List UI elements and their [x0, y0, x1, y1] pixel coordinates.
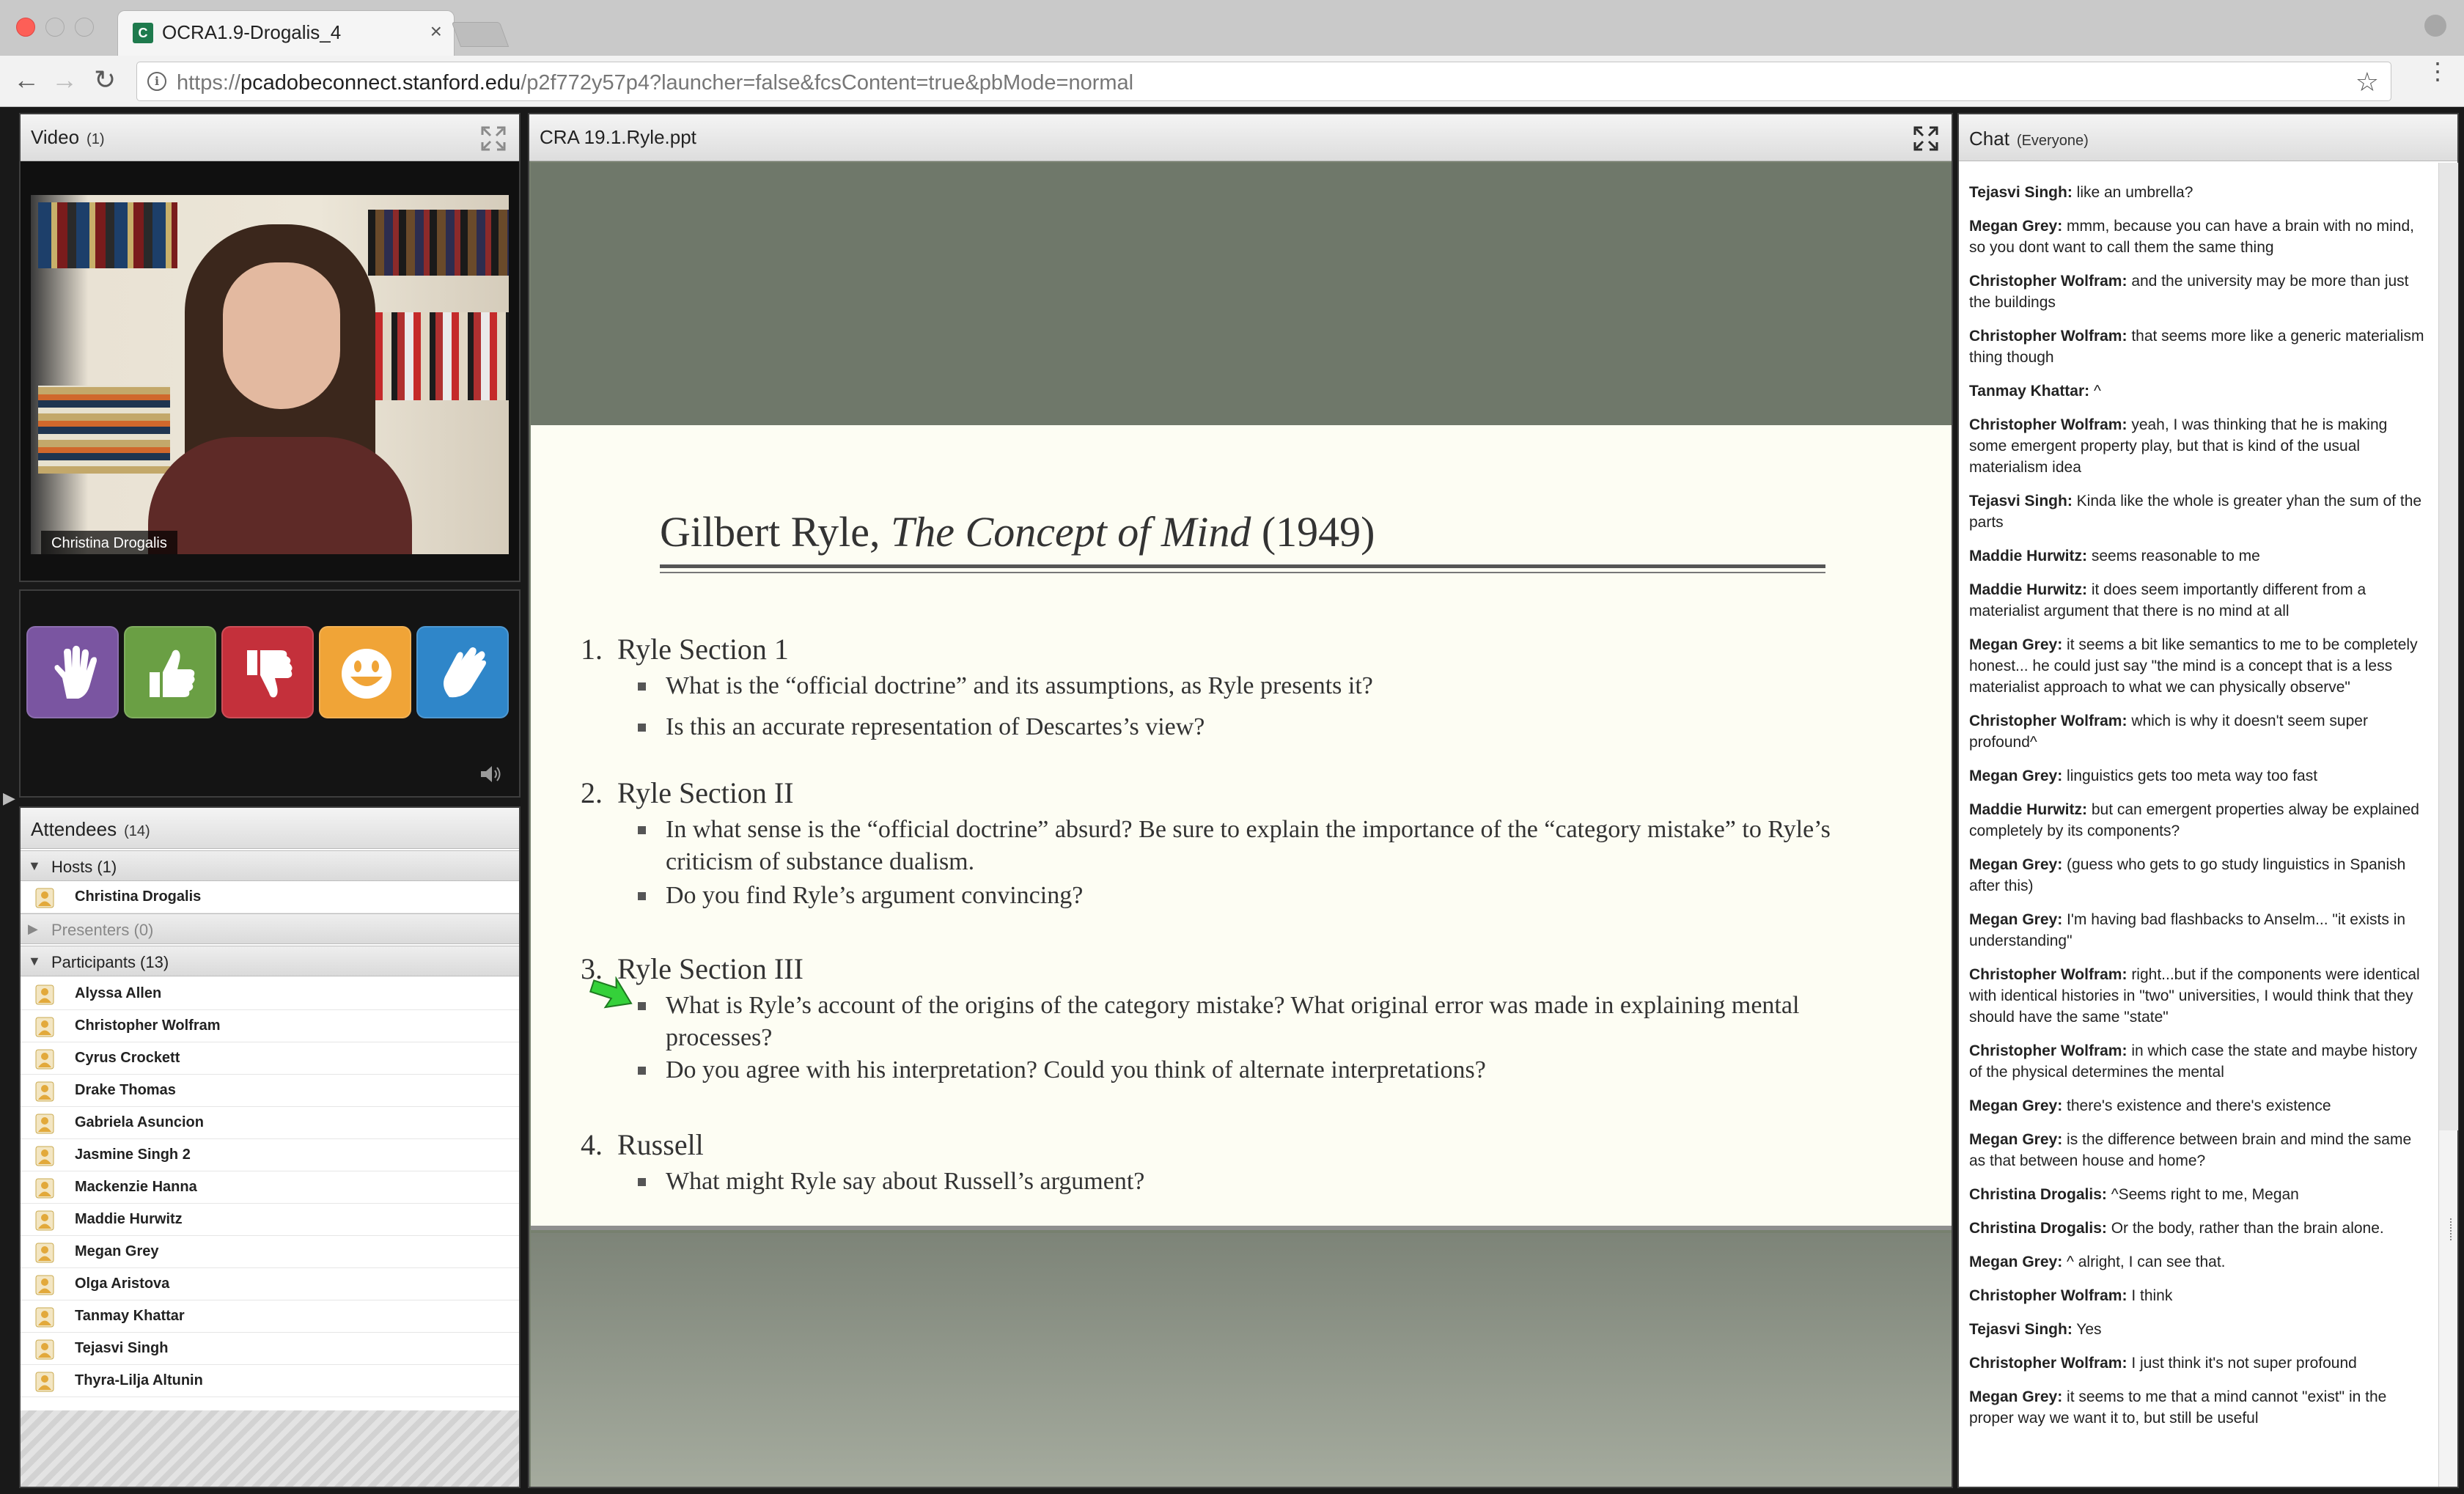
meeting-room	[0, 107, 2464, 1494]
chat-message	[1969, 710, 2427, 753]
slide-bullet	[638, 880, 1840, 912]
video-title-label: Video	[31, 126, 80, 148]
attendee-name: Olga Aristova	[75, 1276, 170, 1292]
attendee-name: Tanmay Khattar	[75, 1308, 185, 1324]
attendee-row[interactable]	[21, 1268, 519, 1300]
books-middle-right	[375, 312, 509, 400]
chat-sender: Maddie Hurwitz:	[1969, 548, 2087, 564]
speaker-icon[interactable]	[479, 764, 503, 784]
chat-message	[1969, 414, 2427, 478]
reload-icon[interactable]: ↻	[94, 65, 117, 95]
fullscreen-icon[interactable]	[481, 126, 506, 151]
chat-text: I think	[2131, 1287, 2173, 1304]
address-bar[interactable]	[136, 62, 2391, 101]
thumbs-up-icon	[142, 644, 201, 703]
chat-message	[1969, 1129, 2427, 1171]
chat-sender: Christopher Wolfram:	[1969, 328, 2128, 345]
attendee-name: Alyssa Allen	[75, 985, 162, 1001]
forward-icon[interactable]: →	[51, 65, 78, 95]
video-pod-header	[21, 114, 519, 161]
webcam-video	[31, 195, 509, 554]
chat-sender: Christina Drogalis:	[1969, 1220, 2107, 1237]
attendee-name: Drake Thomas	[75, 1082, 176, 1098]
chat-text: there's existence and there's existence	[2067, 1097, 2331, 1114]
video-count: (1)	[87, 131, 105, 147]
section-number: 1.	[581, 633, 603, 666]
chat-text: Kinda like the whole is greater yhan the sum of the parts	[1969, 493, 2422, 531]
attendee-row[interactable]	[21, 1365, 519, 1397]
chat-sender: Megan Grey:	[1969, 218, 2063, 235]
tab-strip	[0, 0, 2464, 56]
slide-section-heading	[581, 632, 789, 666]
fullscreen-icon[interactable]	[1913, 126, 1938, 151]
attendee-row[interactable]	[21, 1139, 519, 1171]
slide-title-rule-thin	[660, 572, 1825, 573]
bullet-text: What is the “official doctrine” and its assumptions, as Ryle presents it?	[666, 672, 1373, 699]
chat-text: (guess who gets to go study linguistics in Spanish after this)	[1969, 856, 2406, 894]
chat-message	[1969, 490, 2427, 533]
section-title: Ryle Section III	[617, 952, 803, 985]
chat-message	[1969, 1386, 2427, 1429]
attendee-name: Jasmine Singh 2	[75, 1147, 191, 1163]
bullet-square-icon	[638, 892, 646, 900]
chat-message	[1969, 1353, 2427, 1374]
chat-message	[1969, 271, 2427, 313]
participant-user-icon	[35, 1178, 54, 1199]
agree-button[interactable]	[124, 626, 216, 718]
participant-user-icon	[35, 1307, 54, 1328]
slide-bullet	[638, 990, 1840, 1054]
raise-hand-icon	[45, 644, 103, 703]
attendee-name: Thyra-Lilja Altunin	[75, 1372, 203, 1388]
chat-sender: Megan Grey:	[1969, 1254, 2063, 1270]
share-pod-title: CRA 19.1.Ryle.ppt	[540, 126, 696, 148]
tab-title: OCRA1.9-Drogalis_4	[162, 21, 342, 43]
info-icon[interactable]: i	[147, 72, 166, 91]
attendee-row[interactable]	[21, 978, 519, 1010]
chat-scope[interactable]: (Everyone)	[2016, 133, 2089, 149]
chat-text: that seems more like a generic materialism thing though	[1969, 328, 2424, 366]
participant-user-icon	[35, 1339, 54, 1360]
slide-title-year: (1949)	[1251, 508, 1375, 556]
chat-message	[1969, 799, 2427, 842]
chat-sender: Megan Grey:	[1969, 1097, 2063, 1114]
chat-message	[1969, 1285, 2427, 1306]
chat-sender: Megan Grey:	[1969, 1388, 2063, 1405]
slide-bullet	[638, 1166, 1840, 1198]
chat-message	[1969, 765, 2427, 787]
new-tab-button[interactable]	[452, 22, 509, 47]
attendee-row[interactable]	[21, 881, 519, 913]
participant-user-icon	[35, 1081, 54, 1102]
slide-letterbox-top	[531, 163, 1952, 425]
chat-text: like an umbrella?	[2076, 184, 2193, 201]
slide-bullet	[638, 814, 1840, 878]
chat-text: ^	[2094, 383, 2101, 400]
chat-message	[1969, 634, 2427, 698]
chat-message	[1969, 1095, 2427, 1116]
slide-title-rule	[660, 564, 1825, 568]
presenter-face	[223, 262, 340, 409]
chat-text: right...but if the components were identical with identical histories in "two" universities, I would think that they should have the same "state"	[1969, 966, 2420, 1026]
chat-message	[1969, 909, 2427, 952]
collapsed-triangle-icon: ▶	[28, 921, 38, 936]
bullet-square-icon	[638, 682, 646, 691]
participants-group-row[interactable]	[21, 946, 519, 976]
attendee-name: Tejasvi Singh	[75, 1340, 169, 1356]
video-pod	[19, 113, 521, 582]
section-number: 4.	[581, 1128, 603, 1161]
chat-text: ^Seems right to me, Megan	[2111, 1186, 2299, 1203]
chat-sender: Christopher Wolfram:	[1969, 1042, 2128, 1059]
bullet-square-icon	[638, 1067, 646, 1075]
participant-user-icon	[35, 1243, 54, 1263]
presenters-group-row[interactable]	[21, 913, 519, 944]
bullet-text: What might Ryle say about Russell’s argument?	[666, 1168, 1145, 1195]
chat-sender: Maddie Hurwitz:	[1969, 581, 2087, 598]
chat-pod-header	[1959, 114, 2457, 161]
applause-button[interactable]	[416, 626, 509, 718]
chat-sender: Tanmay Khattar:	[1969, 383, 2090, 400]
url-text[interactable]	[177, 71, 1133, 95]
books-top-right	[368, 210, 509, 276]
url-host: pcadobeconnect.stanford.edu	[240, 71, 521, 95]
chat-messages[interactable]	[1959, 163, 2437, 1487]
bullet-text: What is Ryle’s account of the origins of the category mistake? What original error was made in explaining mental processes?	[666, 992, 1800, 1051]
chat-sender: Christopher Wolfram:	[1969, 966, 2128, 983]
host-user-icon	[35, 888, 54, 908]
expand-triangle-icon: ▼	[28, 858, 41, 873]
chat-pod	[1957, 113, 2459, 1488]
slide-section-heading	[581, 1127, 704, 1162]
window-minimize-button[interactable]	[45, 18, 65, 37]
video-name-tag: Christina Drogalis	[41, 531, 177, 554]
chat-scrollbar-track[interactable]	[2439, 163, 2458, 1130]
url-path: /p2f772y57p4?launcher=false&fcsContent=true&pbMode=normal	[521, 71, 1134, 95]
chat-text: but can emergent properties alway be explained completely by its components?	[1969, 801, 2419, 839]
attendees-pod-title	[31, 818, 150, 841]
laughter-button[interactable]	[319, 626, 411, 718]
participant-user-icon	[35, 1146, 54, 1166]
slide-bullet	[638, 1054, 1840, 1086]
chat-sender: Maddie Hurwitz:	[1969, 801, 2087, 818]
chat-text: is the difference between brain and mind the same as that between house and home?	[1969, 1131, 2412, 1169]
chat-sender: Christopher Wolfram:	[1969, 416, 2128, 433]
books-stack-left	[38, 386, 170, 474]
attendee-row[interactable]	[21, 1333, 519, 1365]
bullet-text: Is this an accurate representation of Descartes’s view?	[666, 713, 1205, 740]
browser-tab-active[interactable]	[117, 10, 455, 56]
chat-sender: Megan Grey:	[1969, 768, 2063, 784]
attendee-row[interactable]	[21, 1171, 519, 1204]
participant-user-icon	[35, 1114, 54, 1134]
chat-sender: Megan Grey:	[1969, 856, 2063, 873]
chat-sender: Christopher Wolfram:	[1969, 1287, 2128, 1304]
participant-user-icon	[35, 1210, 54, 1231]
slide-bullet	[638, 711, 1840, 743]
disagree-button[interactable]	[221, 626, 314, 718]
section-number: 2.	[581, 776, 603, 809]
participant-user-icon	[35, 985, 54, 1005]
presenter-body	[148, 437, 412, 554]
chat-text: linguistics gets too meta way too fast	[2067, 768, 2318, 784]
chat-text: it seems a bit like semantics to me to be completely honest... he could just say "the mind is a concept that is a less materialist approach to what we can physically observe"	[1969, 636, 2418, 696]
star-icon[interactable]: ☆	[2355, 67, 2379, 97]
chat-sender: Christopher Wolfram:	[1969, 713, 2128, 729]
chat-message	[1969, 1218, 2427, 1239]
hosts-group-row[interactable]	[21, 850, 519, 881]
window-close-button[interactable]	[16, 18, 35, 37]
slide-title-author: Gilbert Ryle,	[660, 508, 891, 556]
thumbs-down-icon	[240, 644, 298, 703]
participant-user-icon	[35, 1049, 54, 1070]
section-title: Ryle Section 1	[617, 633, 789, 666]
applause-icon	[435, 644, 493, 703]
chat-text: mmm, because you can have a brain with no mind, so you dont want to call them the same thing	[1969, 218, 2414, 256]
chat-sender: Christopher Wolfram:	[1969, 273, 2128, 290]
chat-sender: Christina Drogalis:	[1969, 1186, 2107, 1203]
slide-section-heading	[581, 776, 794, 810]
chat-sender: Tejasvi Singh:	[1969, 493, 2073, 509]
slide-bullet	[638, 670, 1840, 702]
section-title: Russell	[617, 1128, 704, 1161]
share-pod-header	[529, 114, 1952, 161]
attendees-pod-header	[21, 808, 519, 849]
chat-sender: Megan Grey:	[1969, 636, 2063, 653]
back-icon[interactable]: ←	[13, 65, 40, 95]
chat-text: I just think it's not super profound	[2131, 1355, 2357, 1372]
chat-text: I'm having bad flashbacks to Anselm... "it exists in understanding"	[1969, 911, 2406, 949]
attendees-title-label: Attendees	[31, 818, 117, 840]
attendee-row[interactable]	[21, 1010, 519, 1042]
video-pod-title	[31, 126, 104, 149]
bullet-text: Do you agree with his interpretation? Could you think of alternate interpretations?	[666, 1056, 1486, 1083]
profile-icon[interactable]	[2424, 15, 2446, 37]
chat-text: seems reasonable to me	[2091, 548, 2260, 564]
attendee-row[interactable]	[21, 1107, 519, 1139]
tab-close-icon[interactable]: ×	[430, 20, 442, 43]
books-top-left	[38, 202, 177, 268]
attendee-name: Mackenzie Hanna	[75, 1179, 197, 1195]
attendee-name: Maddie Hurwitz	[75, 1211, 183, 1227]
slide-letterbox-bottom	[531, 1233, 1952, 1487]
chat-text: yeah, I was thinking that he is making some emergent property play, but that is kind of the usual materialism idea	[1969, 416, 2388, 476]
section-title: Ryle Section II	[617, 776, 794, 809]
attendee-name: Christopher Wolfram	[75, 1018, 221, 1034]
presenters-group-label: Presenters (0)	[51, 921, 154, 939]
chat-message	[1969, 579, 2427, 622]
pointer-arrow-icon	[589, 976, 635, 1010]
chat-scrollbar[interactable]	[2438, 163, 2457, 1487]
chat-text: in which case the state and maybe history of the physical determines the mental	[1969, 1042, 2418, 1081]
attendees-empty-area	[21, 1410, 519, 1487]
menu-icon[interactable]: ⋮	[2426, 58, 2449, 84]
window-maximize-button[interactable]	[75, 18, 94, 37]
url-scheme: https://	[177, 71, 241, 95]
slide-title	[660, 507, 1375, 556]
attendee-row[interactable]	[21, 1236, 519, 1268]
attendees-count: (14)	[124, 823, 150, 839]
attendee-row[interactable]	[21, 1075, 519, 1107]
chat-scrollbar-thumb[interactable]	[2450, 1218, 2454, 1240]
attendees-pod	[19, 806, 521, 1488]
presentation-slide	[531, 425, 1952, 1230]
raise-hand-button[interactable]	[26, 626, 119, 718]
browser-chrome	[0, 0, 2464, 107]
expand-triangle-icon: ▼	[28, 954, 41, 968]
section-number: 3.	[581, 952, 603, 985]
chat-sender: Megan Grey:	[1969, 1131, 2063, 1148]
bullet-square-icon	[638, 724, 646, 732]
chat-text: Or the body, rather than the brain alone.	[2111, 1220, 2384, 1237]
chat-message	[1969, 1040, 2427, 1083]
chat-message	[1969, 1319, 2427, 1340]
bullet-square-icon	[638, 1178, 646, 1186]
participants-group-label: Participants (13)	[51, 953, 169, 971]
hosts-group-label: Hosts (1)	[51, 858, 117, 876]
chat-sender: Tejasvi Singh:	[1969, 1321, 2073, 1338]
attendee-row[interactable]	[21, 1204, 519, 1236]
bullet-text: In what sense is the “official doctrine” absurd? Be sure to explain the importance of the “category mistake” to Ryle’s criticism of substance dualism.	[666, 816, 1831, 875]
participant-user-icon	[35, 1275, 54, 1295]
attendee-name: Gabriela Asuncion	[75, 1114, 204, 1130]
chat-text: and the university may be more than just the buildings	[1969, 273, 2409, 311]
chat-text: which is why it doesn't seem super profound^	[1969, 713, 2368, 751]
smiley-icon	[337, 644, 396, 703]
chat-message	[1969, 216, 2427, 258]
bullet-text: Do you find Ryle’s argument convincing?	[666, 882, 1084, 909]
chat-message	[1969, 854, 2427, 897]
chat-message	[1969, 325, 2427, 368]
attendee-name: Christina Drogalis	[75, 888, 202, 905]
chat-text: it seems to me that a mind cannot "exist" in the proper way we want it to, but still be useful	[1969, 1388, 2387, 1427]
adobe-connect-favicon-icon: C	[133, 23, 153, 43]
chat-pod-title	[1969, 128, 2089, 150]
chat-title-label: Chat	[1969, 128, 2009, 150]
attendee-row[interactable]	[21, 1300, 519, 1333]
chat-message	[1969, 380, 2427, 402]
slide-title-book: The Concept of Mind	[891, 508, 1251, 556]
chat-message	[1969, 964, 2427, 1028]
chat-message	[1969, 1184, 2427, 1205]
chat-message	[1969, 1251, 2427, 1273]
attendee-row[interactable]	[21, 1042, 519, 1075]
chat-sender: Tejasvi Singh:	[1969, 184, 2073, 201]
chat-message	[1969, 182, 2427, 203]
bullet-square-icon	[638, 1002, 646, 1010]
attendee-name: Megan Grey	[75, 1243, 159, 1259]
status-pod	[19, 589, 521, 798]
chat-text: ^ alright, I can see that.	[2067, 1254, 2226, 1270]
browser-toolbar	[0, 56, 2464, 107]
share-pod	[528, 113, 1953, 1488]
chat-text: Yes	[2076, 1321, 2102, 1338]
bullet-square-icon	[638, 826, 646, 834]
attendee-name: Cyrus Crockett	[75, 1050, 180, 1066]
participant-user-icon	[35, 1017, 54, 1037]
chat-sender: Christopher Wolfram:	[1969, 1355, 2128, 1372]
chat-text: it does seem importantly different from a materialist argument that there is no mind at all	[1969, 581, 2366, 619]
chat-message	[1969, 545, 2427, 567]
collapse-arrow-icon[interactable]: ▶	[3, 789, 15, 807]
participant-user-icon	[35, 1372, 54, 1392]
chat-sender: Megan Grey:	[1969, 911, 2063, 928]
